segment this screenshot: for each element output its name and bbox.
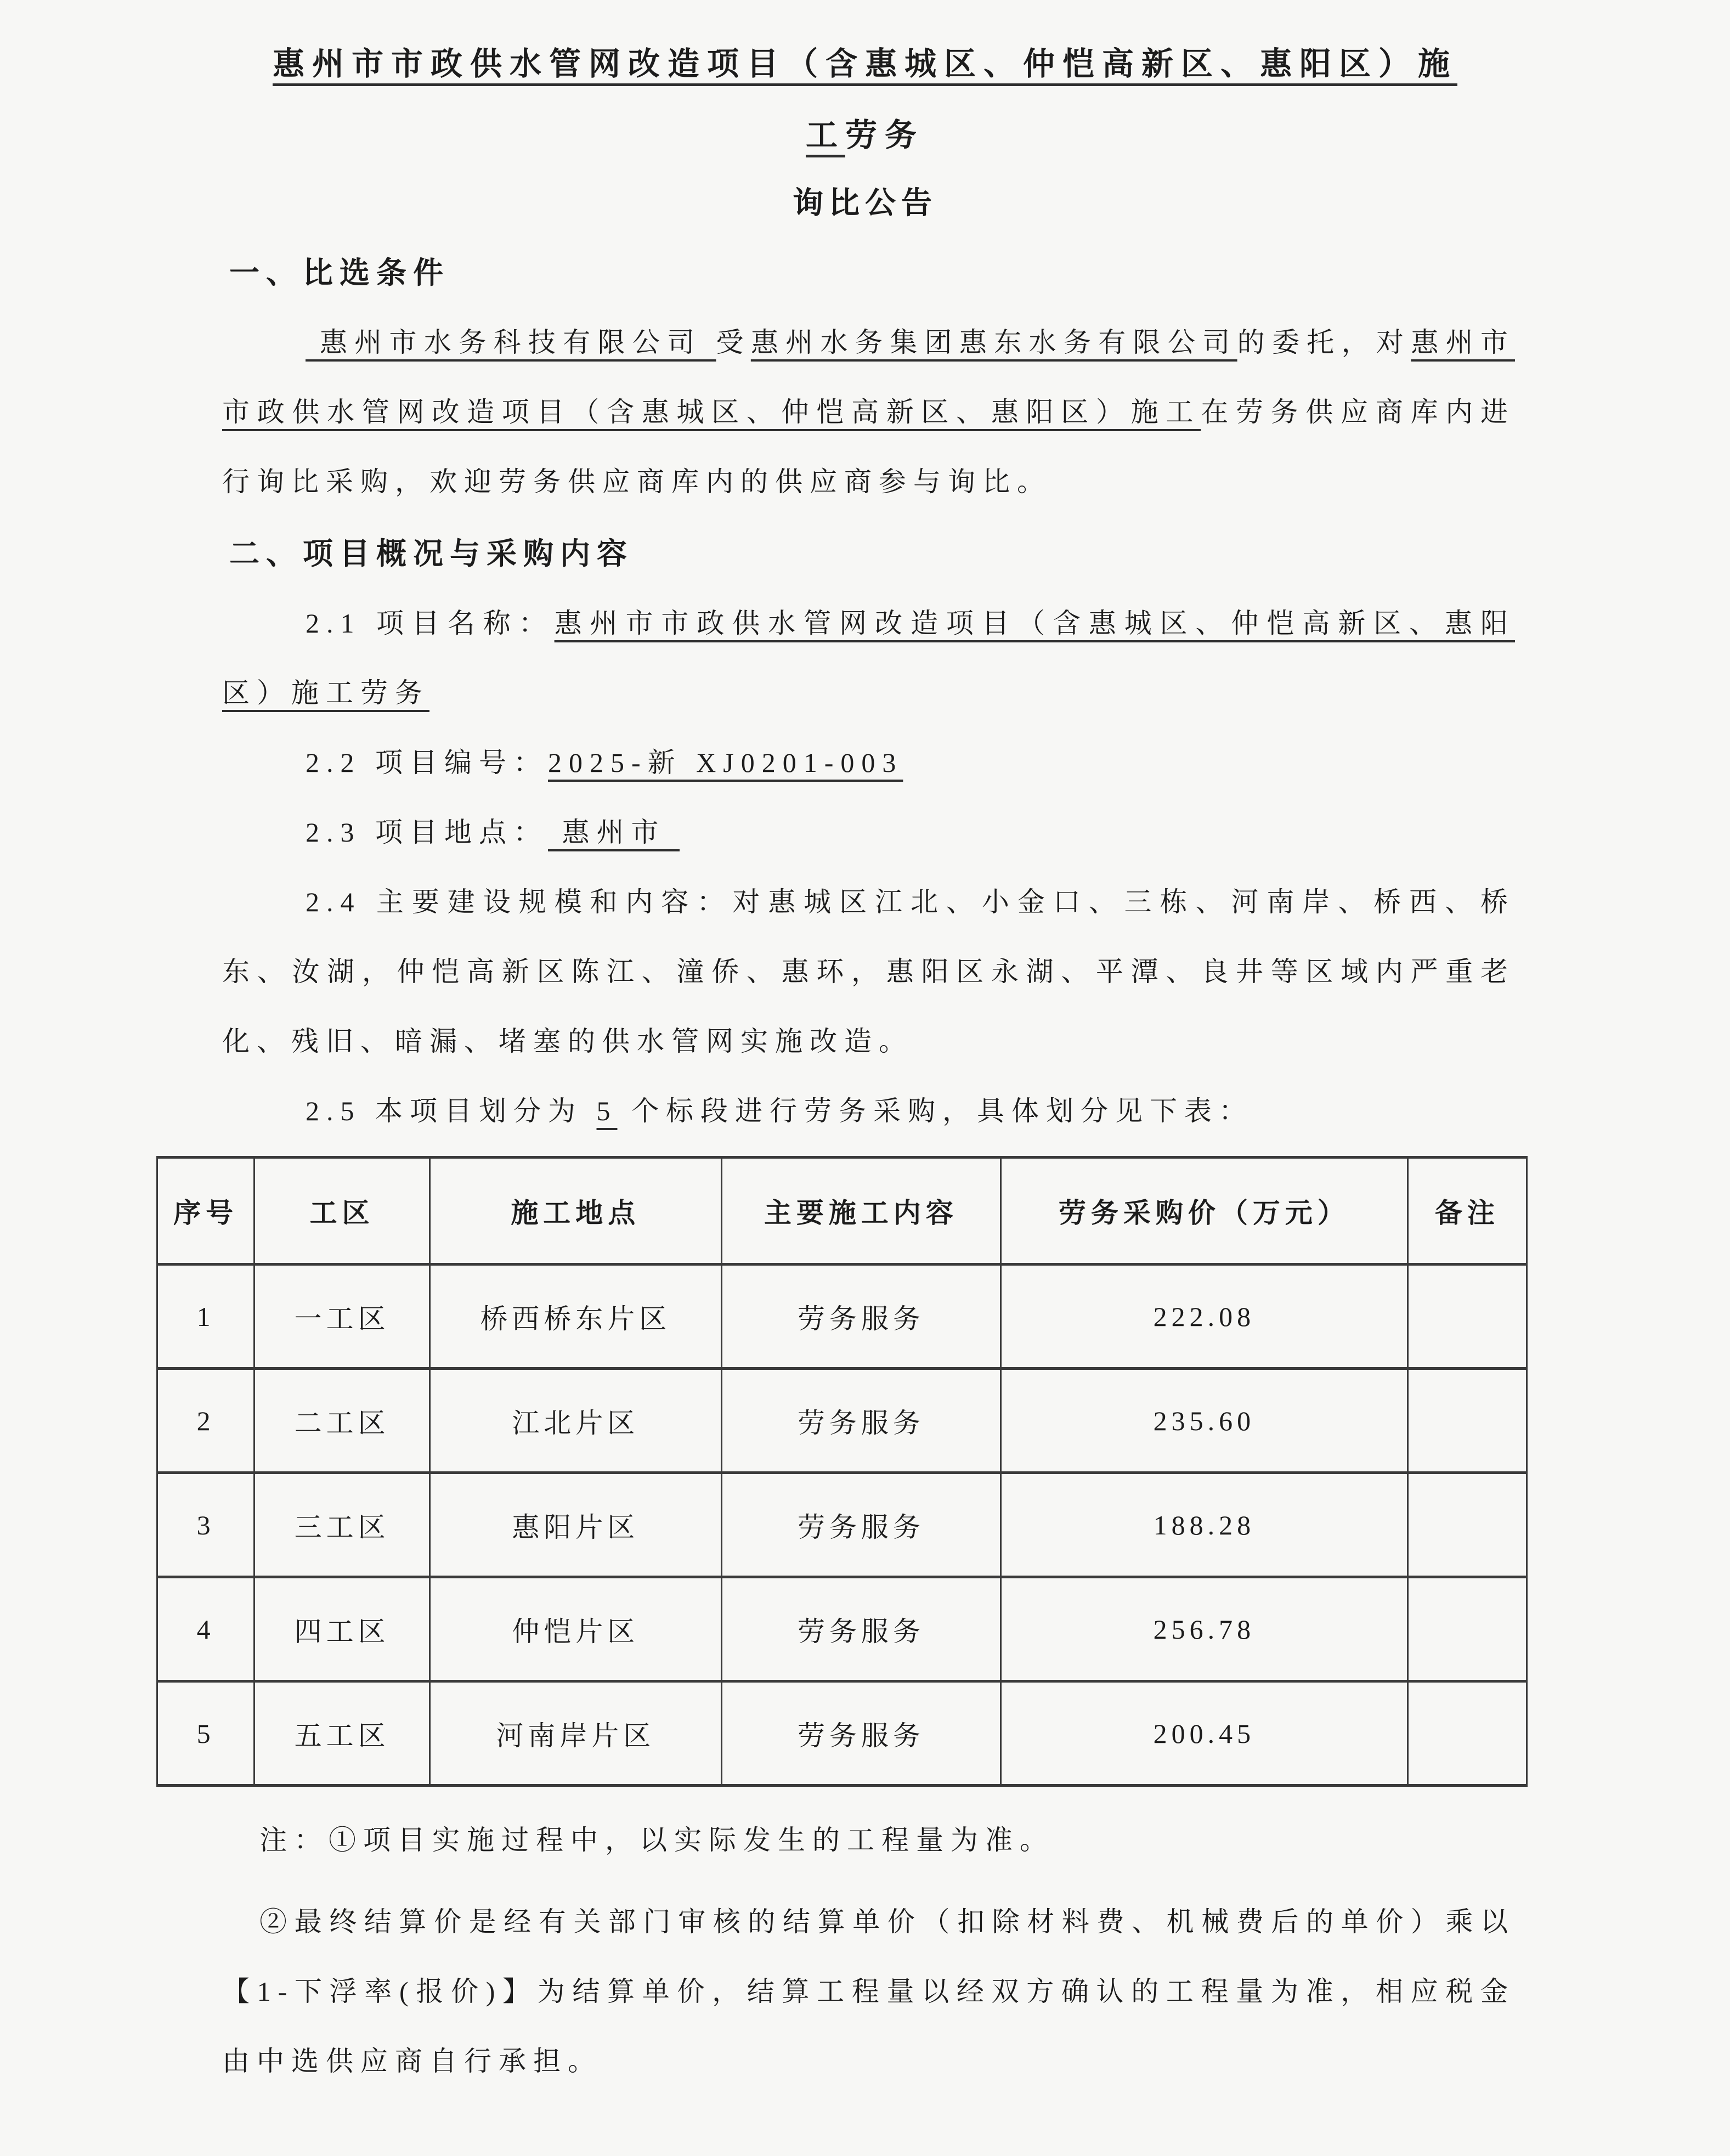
text-segment: 个标段进行劳务采购，具体划分见下表： — [617, 1096, 1253, 1126]
table-header-cell: 工区 — [255, 1158, 430, 1265]
table-cell: 188.28 — [1001, 1473, 1408, 1577]
note-2: ②最终结算价是经有关部门审核的结算单价（扣除材料费、机械费后的单价）乘以【1-下浮率(报价)】为结算单价，结算工程量以经双方确认的工程量为准，相应税金由中选供应商自行承担。 — [222, 1906, 1515, 2076]
text-segment: 的委托，对 — [1237, 327, 1411, 358]
table-cell: 4 — [157, 1577, 255, 1681]
lot-table-head — [157, 1158, 1527, 1265]
table-cell: 235.60 — [1001, 1369, 1408, 1473]
table-cell: 3 — [157, 1473, 255, 1577]
table-cell: 河南岸片区 — [429, 1681, 721, 1786]
table-cell: 256.78 — [1001, 1577, 1408, 1681]
table-cell: 四工区 — [255, 1577, 430, 1681]
item-2-3-project-location — [222, 798, 1515, 867]
section-1-heading: 一、比选条件 — [229, 256, 450, 290]
item-2-2-project-number — [222, 728, 1515, 798]
table-cell — [1407, 1681, 1527, 1786]
table-cell: 五工区 — [255, 1681, 430, 1786]
table-header-cell: 备注 — [1407, 1158, 1527, 1265]
table-header-cell: 劳务采购价（万元） — [1001, 1158, 1408, 1265]
lot-table — [156, 1156, 1528, 1787]
table-cell: 一工区 — [255, 1265, 430, 1369]
document-title-line-1 — [99, 29, 1631, 100]
table-row — [157, 1577, 1527, 1681]
table-cell: 劳务服务 — [721, 1473, 1000, 1577]
table-cell: 江北片区 — [429, 1369, 721, 1473]
item-2-5-lot-division — [222, 1076, 1515, 1146]
underlined-text-segment: 5 — [596, 1096, 618, 1126]
underlined-text-segment: 2025-新 XJ0201-003 — [548, 747, 903, 778]
table-cell: 5 — [157, 1681, 255, 1786]
underlined-text-segment: 惠州市水务科技有限公司 — [306, 327, 716, 358]
table-cell: 二工区 — [255, 1369, 430, 1473]
table-row — [157, 1473, 1527, 1577]
underlined-text-segment: 惠州市市政供水管网改造项目（含惠城区、仲恺高新区、惠阳区）施 — [272, 46, 1457, 82]
table-cell: 劳务服务 — [721, 1369, 1000, 1473]
item-2-1-project-name — [222, 589, 1515, 728]
table-header-cell: 施工地点 — [429, 1158, 721, 1265]
text-segment: 劳务 — [845, 117, 925, 153]
section-1-paragraph — [222, 308, 1515, 517]
note-1: 注：①项目实施过程中，以实际发生的工程量为准。 — [259, 1825, 1054, 1855]
text-segment: 在劳务供应商库内进行询比采购，欢迎劳务供应商库内的供应商参与询比。 — [222, 397, 1516, 497]
underlined-text-segment: 工 — [805, 117, 845, 153]
table-cell: 劳务服务 — [721, 1681, 1000, 1786]
table-cell: 仲恺片区 — [429, 1577, 721, 1681]
table-cell: 200.45 — [1001, 1681, 1408, 1786]
table-cell: 三工区 — [255, 1473, 430, 1577]
document-subtitle: 询比公告 — [793, 187, 937, 221]
table-cell — [1407, 1369, 1527, 1473]
table-cell: 1 — [157, 1265, 255, 1369]
lot-table-head-row — [157, 1158, 1527, 1265]
table-cell: 劳务服务 — [721, 1265, 1000, 1369]
underlined-text-segment: 惠州市 — [548, 817, 680, 848]
table-cell — [1407, 1265, 1527, 1369]
table-cell — [1407, 1577, 1527, 1681]
section-2-heading: 二、项目概况与采购内容 — [229, 537, 634, 571]
underlined-text-segment: 惠州水务集团惠东水务有限公司 — [750, 327, 1237, 358]
text-segment: 2.3 项目地点： — [306, 817, 548, 848]
item-2-4-scope-and-content — [222, 867, 1515, 1076]
table-cell: 劳务服务 — [721, 1577, 1000, 1681]
table-cell: 222.08 — [1001, 1265, 1408, 1369]
table-header-cell: 主要施工内容 — [721, 1158, 1000, 1265]
text-segment: 2.5 本项目划分为 — [306, 1096, 597, 1126]
table-row — [157, 1265, 1527, 1369]
lot-table-body — [157, 1265, 1527, 1786]
document-title-line-2 — [99, 100, 1631, 171]
table-row — [157, 1681, 1527, 1786]
text-segment: 2.4 主要建设规模和内容：对惠城区江北、小金口、三栋、河南岸、桥西、桥东、汝湖，仲恺高新区陈江、潼侨、惠环，惠阳区永湖、平潭、良井等区域内严重老化、残旧、暗漏、堵塞的供水管网实施改造。 — [222, 887, 1515, 1057]
text-segment: 2.1 项目名称： — [306, 608, 555, 639]
table-cell: 2 — [157, 1369, 255, 1473]
table-cell: 桥西桥东片区 — [429, 1265, 721, 1369]
table-cell: 惠阳片区 — [429, 1473, 721, 1577]
underlined-text-segment: 惠州市市政供水管网改造项目（含惠城区、仲恺高新区、惠阳区）施工 — [222, 327, 1516, 427]
table-header-cell: 序号 — [157, 1158, 255, 1265]
underlined-text-segment: 惠州市市政供水管网改造项目（含惠城区、仲恺高新区、惠阳区）施工劳务 — [222, 608, 1515, 708]
text-segment: 2.2 项目编号： — [306, 747, 548, 778]
table-cell — [1407, 1473, 1527, 1577]
text-segment: 受 — [716, 327, 751, 358]
table-row — [157, 1369, 1527, 1473]
